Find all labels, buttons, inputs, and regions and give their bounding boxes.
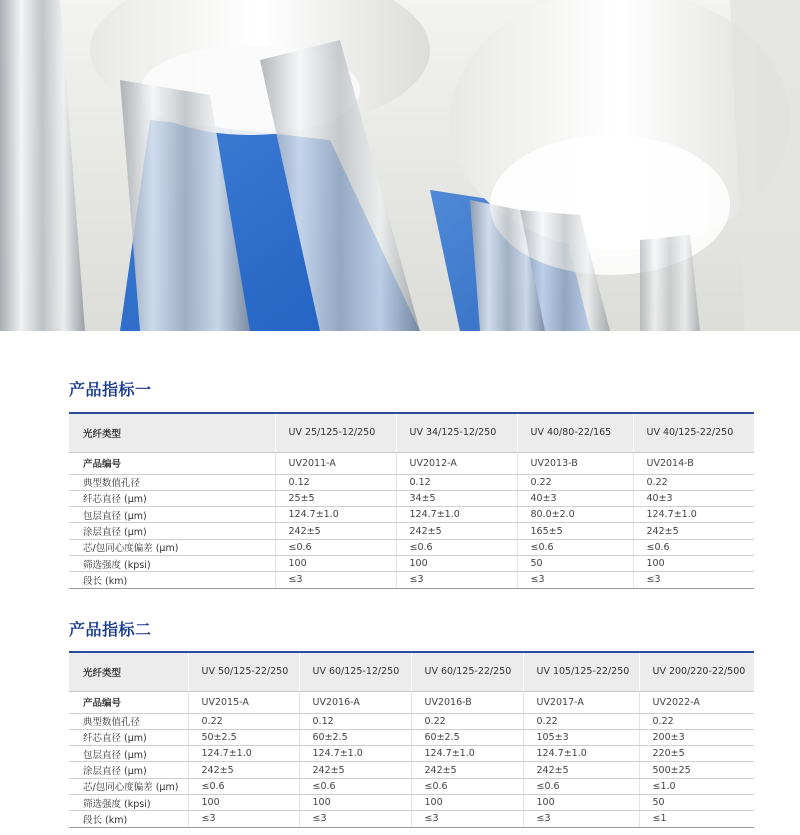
row-label-cell: 产品编号	[69, 691, 188, 713]
value-cell: 34±5	[396, 490, 517, 506]
value-cell: 165±5	[517, 523, 633, 539]
row-label-cell: 筛选强度 (kpsi)	[69, 555, 275, 571]
value-cell: 124.7±1.0	[523, 746, 639, 762]
value-cell: ≤1.0	[639, 778, 754, 794]
value-cell: 60±2.5	[299, 729, 411, 745]
value-cell: ≤3	[299, 811, 411, 827]
value-cell: UV2014-B	[633, 452, 754, 474]
table-row	[69, 713, 754, 729]
value-cell: 40±3	[517, 490, 633, 506]
value-cell: 0.22	[633, 474, 754, 490]
row-label-cell: 涂层直径 (μm)	[69, 523, 275, 539]
table-row	[69, 539, 754, 555]
value-cell: ≤0.6	[523, 778, 639, 794]
row-label-cell: 包层直径 (μm)	[69, 507, 275, 523]
value-cell: 242±5	[275, 523, 396, 539]
value-cell: ≤0.6	[517, 539, 633, 555]
value-cell: 242±5	[523, 762, 639, 778]
value-cell: 124.7±1.0	[275, 507, 396, 523]
column-header-model: UV 60/125-12/250	[299, 652, 411, 691]
value-cell: ≤0.6	[299, 778, 411, 794]
column-header-model: UV 40/80-22/165	[517, 413, 633, 452]
value-cell: ≤3	[396, 572, 517, 588]
row-label-cell: 涂层直径 (μm)	[69, 762, 188, 778]
table-row	[69, 762, 754, 778]
row-label-cell: 产品编号	[69, 452, 275, 474]
column-header-fiber-type: 光纤类型	[69, 413, 275, 452]
table-row	[69, 691, 754, 713]
section-title-specs-2: 产品指标二	[69, 620, 152, 639]
value-cell: 242±5	[633, 523, 754, 539]
value-cell: 105±3	[523, 729, 639, 745]
table-row	[69, 746, 754, 762]
table-row	[69, 811, 754, 827]
value-cell: UV2011-A	[275, 452, 396, 474]
row-label-cell: 典型数值孔径	[69, 474, 275, 490]
value-cell: ≤3	[275, 572, 396, 588]
value-cell: ≤3	[517, 572, 633, 588]
value-cell: 100	[633, 555, 754, 571]
row-label-cell: 包层直径 (μm)	[69, 746, 188, 762]
row-label-cell: 典型数值孔径	[69, 713, 188, 729]
table-row	[69, 572, 754, 588]
value-cell: 242±5	[188, 762, 299, 778]
column-header-model: UV 105/125-22/250	[523, 652, 639, 691]
value-cell: 242±5	[396, 523, 517, 539]
value-cell: 0.12	[275, 474, 396, 490]
value-cell: 100	[299, 794, 411, 810]
value-cell: ≤3	[523, 811, 639, 827]
row-label-cell: 纤芯直径 (μm)	[69, 490, 275, 506]
table-row	[69, 555, 754, 571]
value-cell: ≤1	[639, 811, 754, 827]
table-row	[69, 794, 754, 810]
column-header-fiber-type: 光纤类型	[69, 652, 188, 691]
value-cell: UV2016-B	[411, 691, 523, 713]
table-row	[69, 507, 754, 523]
value-cell: 0.12	[396, 474, 517, 490]
value-cell: 0.22	[639, 713, 754, 729]
value-cell: 0.22	[517, 474, 633, 490]
value-cell: ≤3	[411, 811, 523, 827]
value-cell: UV2016-A	[299, 691, 411, 713]
hero-image	[0, 0, 800, 331]
table-row	[69, 729, 754, 745]
value-cell: 0.22	[188, 713, 299, 729]
value-cell: 60±2.5	[411, 729, 523, 745]
value-cell: ≤0.6	[275, 539, 396, 555]
column-header-model: UV 34/125-12/250	[396, 413, 517, 452]
row-label-cell: 段长 (km)	[69, 811, 188, 827]
value-cell: 242±5	[411, 762, 523, 778]
value-cell: ≤0.6	[411, 778, 523, 794]
value-cell: ≤0.6	[396, 539, 517, 555]
value-cell: 200±3	[639, 729, 754, 745]
value-cell: 124.7±1.0	[633, 507, 754, 523]
table-row	[69, 474, 754, 490]
value-cell: 100	[275, 555, 396, 571]
spec-table-1	[69, 412, 754, 589]
value-cell: 50±2.5	[188, 729, 299, 745]
value-cell: 0.22	[523, 713, 639, 729]
value-cell: ≤0.6	[188, 778, 299, 794]
value-cell: 0.12	[299, 713, 411, 729]
row-label-cell: 纤芯直径 (μm)	[69, 729, 188, 745]
value-cell: ≤3	[188, 811, 299, 827]
table-row	[69, 523, 754, 539]
column-header-model: UV 50/125-22/250	[188, 652, 299, 691]
value-cell: 100	[411, 794, 523, 810]
value-cell: ≤0.6	[633, 539, 754, 555]
value-cell: 80.0±2.0	[517, 507, 633, 523]
value-cell: UV2022-A	[639, 691, 754, 713]
value-cell: 50	[517, 555, 633, 571]
row-label-cell: 芯/包同心度偏差 (μm)	[69, 539, 275, 555]
row-label-cell: 段长 (km)	[69, 572, 275, 588]
value-cell: 0.22	[411, 713, 523, 729]
fiber-glass-rods-photo	[0, 0, 800, 331]
column-header-model: UV 60/125-22/250	[411, 652, 523, 691]
value-cell: UV2013-B	[517, 452, 633, 474]
value-cell: ≤3	[633, 572, 754, 588]
value-cell: UV2015-A	[188, 691, 299, 713]
value-cell: 124.7±1.0	[411, 746, 523, 762]
table-row	[69, 778, 754, 794]
value-cell: 100	[396, 555, 517, 571]
value-cell: 100	[523, 794, 639, 810]
value-cell: 500±25	[639, 762, 754, 778]
table-header-row	[69, 652, 754, 691]
value-cell: 40±3	[633, 490, 754, 506]
column-header-model: UV 25/125-12/250	[275, 413, 396, 452]
value-cell: 124.7±1.0	[188, 746, 299, 762]
value-cell: UV2012-A	[396, 452, 517, 474]
value-cell: 124.7±1.0	[396, 507, 517, 523]
value-cell: 50	[639, 794, 754, 810]
row-label-cell: 筛选强度 (kpsi)	[69, 794, 188, 810]
spec-table-2	[69, 651, 754, 828]
value-cell: 25±5	[275, 490, 396, 506]
value-cell: 100	[188, 794, 299, 810]
section-title-specs-1: 产品指标一	[69, 380, 152, 399]
table-row	[69, 452, 754, 474]
column-header-model: UV 200/220-22/500	[639, 652, 754, 691]
table-row	[69, 490, 754, 506]
table-header-row	[69, 413, 754, 452]
value-cell: 242±5	[299, 762, 411, 778]
row-label-cell: 芯/包同心度偏差 (μm)	[69, 778, 188, 794]
column-header-model: UV 40/125-22/250	[633, 413, 754, 452]
value-cell: UV2017-A	[523, 691, 639, 713]
value-cell: 124.7±1.0	[299, 746, 411, 762]
value-cell: 220±5	[639, 746, 754, 762]
